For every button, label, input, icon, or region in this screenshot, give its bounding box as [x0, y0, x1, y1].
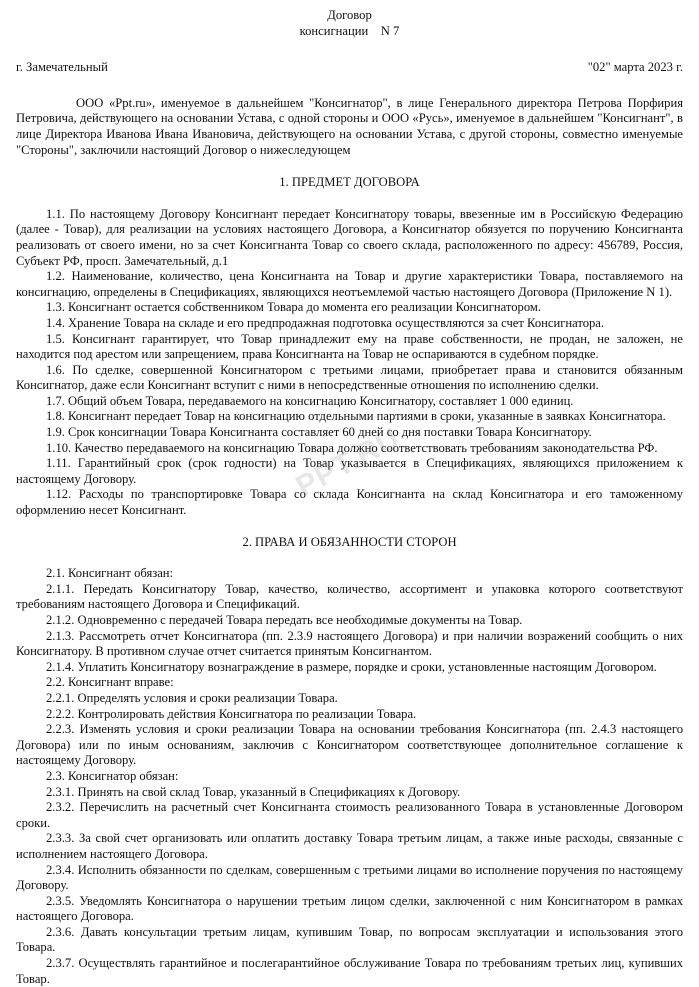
- place-date-row: [16, 60, 683, 76]
- clause: 1.9. Срок консигнации Товара Консигнанта составляет 60 дней со дня поставки Товара Консигнатору.: [46, 425, 592, 440]
- clause: 2.3.1. Принять на свой склад Товар, указанный в Спецификациях к Договору.: [46, 784, 461, 799]
- clause: 2.3.2. Перечислить на расчетный счет Консигнанта стоимость реализованного Товара в установленные Договором сроки.: [16, 800, 683, 830]
- clause: 1.4. Хранение Товара на складе и его предпродажная подготовка осуществляются за счет Консигнатора.: [46, 315, 605, 330]
- clause: 2.3.7. Осуществлять гарантийное и послегарантийное обслуживание Товара по требованиям третьих лиц, купивших Товар.: [16, 956, 683, 986]
- clause: 2.3. Консигнатор обязан:: [46, 768, 179, 783]
- clause: 1.8. Консигнант передает Товар на консигнацию отдельными партиями в сроки, указанные в заявках Консигнатора.: [46, 409, 666, 424]
- clause: 2.2.1. Определять условия и сроки реализации Товара.: [46, 690, 338, 705]
- document-subtitle: консигнации N 7: [299, 23, 400, 38]
- clause: 2.1.1. Передать Консигнатору Товар, качество, количество, ассортимент и упаковка которого соответствуют требованиям настоящего Договора и Спецификаций.: [16, 581, 683, 612]
- section-1-body: [16, 207, 683, 519]
- clause: 1.6. По сделке, совершенной Консигнатором с третьими лицами, приобретает права и становится обязанным Консигнатор, даже если Консигнант вступит с ними в непосредственные отношения по исполнению сделки.: [16, 362, 683, 393]
- section-2-title: 2. ПРАВА И ОБЯЗАННОСТИ СТОРОН: [242, 534, 457, 549]
- clause: 2.3.4. Исполнить обязанности по сделкам, совершенным с третьими лицами во исполнение поручения по настоящему Договору.: [16, 862, 683, 893]
- clause: 1.11. Гарантийный срок (срок годности) на Товар указывается в Спецификациях, являющихся приложением к настоящему Договору.: [16, 456, 683, 486]
- clause: 1.12. Расходы по транспортировке Товара со склада Консигнанта на склад Консигнатора и его таможенному оформлению несет Консигнант.: [16, 487, 683, 518]
- clause: 2.1. Консигнант обязан:: [46, 566, 174, 581]
- city: г. Замечательный: [16, 60, 108, 75]
- clause: 1.10. Качество передаваемого на консигнацию Товара должно соответствовать требованиям законодательства РФ.: [46, 440, 658, 455]
- clause: 2.1.4. Уплатить Консигнатору вознаграждение в размере, порядке и сроки, установленные настоящим Договором.: [46, 659, 657, 674]
- clause: 1.3. Консигнант остается собственником Товара до момента его реализации Консигнатором.: [46, 300, 542, 315]
- clause: 2.3.3. За свой счет организовать или оплатить доставку Товара третьим лицам, а также иные расходы, связанные с исполнением настоящего Договора.: [16, 831, 683, 861]
- clause: 2.1.3. Рассмотреть отчет Консигнатора (пп. 2.3.9 настоящего Договора) и при наличии возражений сообщить о них Консигнатору. В противном случае отчет считается принятым Консигнантом.: [16, 628, 683, 659]
- clause: 2.3.6. Давать консультации третьим лицам, купившим Товар, по вопросам эксплуатации и использования этого Товара.: [16, 924, 683, 955]
- clause: 2.2.2. Контролировать действия Консигнатора по реализации Товара.: [46, 706, 417, 721]
- contract-date: "02" марта 2023 г.: [587, 60, 683, 75]
- clause: 1.5. Консигнант гарантирует, что Товар принадлежит ему на праве собственности, не продан, не заложен, не находится под арестом или запрещением, права Консигнанта на Товар не оспариваются в судебном порядке.: [16, 331, 683, 362]
- clause: 1.2. Наименование, количество, цена Консигнанта на Товар и другие характеристики Товара, поставляемого на консигнацию, определены в Спецификациях, являющихся неотъемлемой частью настоящего Договора (Приложение N 1).: [16, 269, 683, 299]
- clause: 1.1. По настоящему Договору Консигнант передает Консигнатору товары, ввезенные им в Российскую Федерацию (далее - Товар), для реализации на условиях настоящего Договора, а Консигнатор обязуется по поручению Консигнанта реализовать от своего имени, но за счет Консигнанта Товар со своего склада, расположенного по адресу: 456789, Россия, Субъект РФ, просп. Замечательный, д.1: [16, 206, 683, 268]
- clause: 1.7. Общий объем Товара, передаваемого на консигнацию Консигнатору, составляет 1 000 единиц.: [46, 393, 574, 408]
- intro-paragraph: ООО «Ppt.ru», именуемое в дальнейшем "Консигнатор", в лице Генерального директора Петрова Порфирия Петровича, действующего на основании Устава, с одной стороны и ООО «Русь», именуемое в дальнейшем "Консигнант", в лице Директора Иванова Ивана Ивановича, действующего на основании Устава, с другой стороны, совместно именуемые "Стороны", заключили настоящий Договор о нижеследующем: [16, 95, 683, 157]
- document-title: Договор: [327, 8, 372, 22]
- watermark: PPT.RU: [290, 421, 406, 504]
- clause: 2.3.5. Уведомлять Консигнатора о нарушении третьим лицом сделки, заключенной с ним Консигнатором в рамках настоящего Договора.: [16, 893, 683, 924]
- clause: 2.2. Консигнант вправе:: [46, 675, 174, 690]
- clause: 2.2.3. Изменять условия и сроки реализации Товара на основании требования Консигнатора (пп. 2.4.3 настоящего Договора) или по иным основаниям, заключив с Консигнатором соответствующее дополнительное соглашение к настоящему Договору.: [16, 722, 683, 768]
- section-1-title: 1. ПРЕДМЕТ ДОГОВОРА: [279, 175, 420, 190]
- section-2-body: [16, 566, 683, 987]
- clause: 2.1.2. Одновременно с передачей Товара передать все необходимые документы на Товар.: [46, 613, 523, 627]
